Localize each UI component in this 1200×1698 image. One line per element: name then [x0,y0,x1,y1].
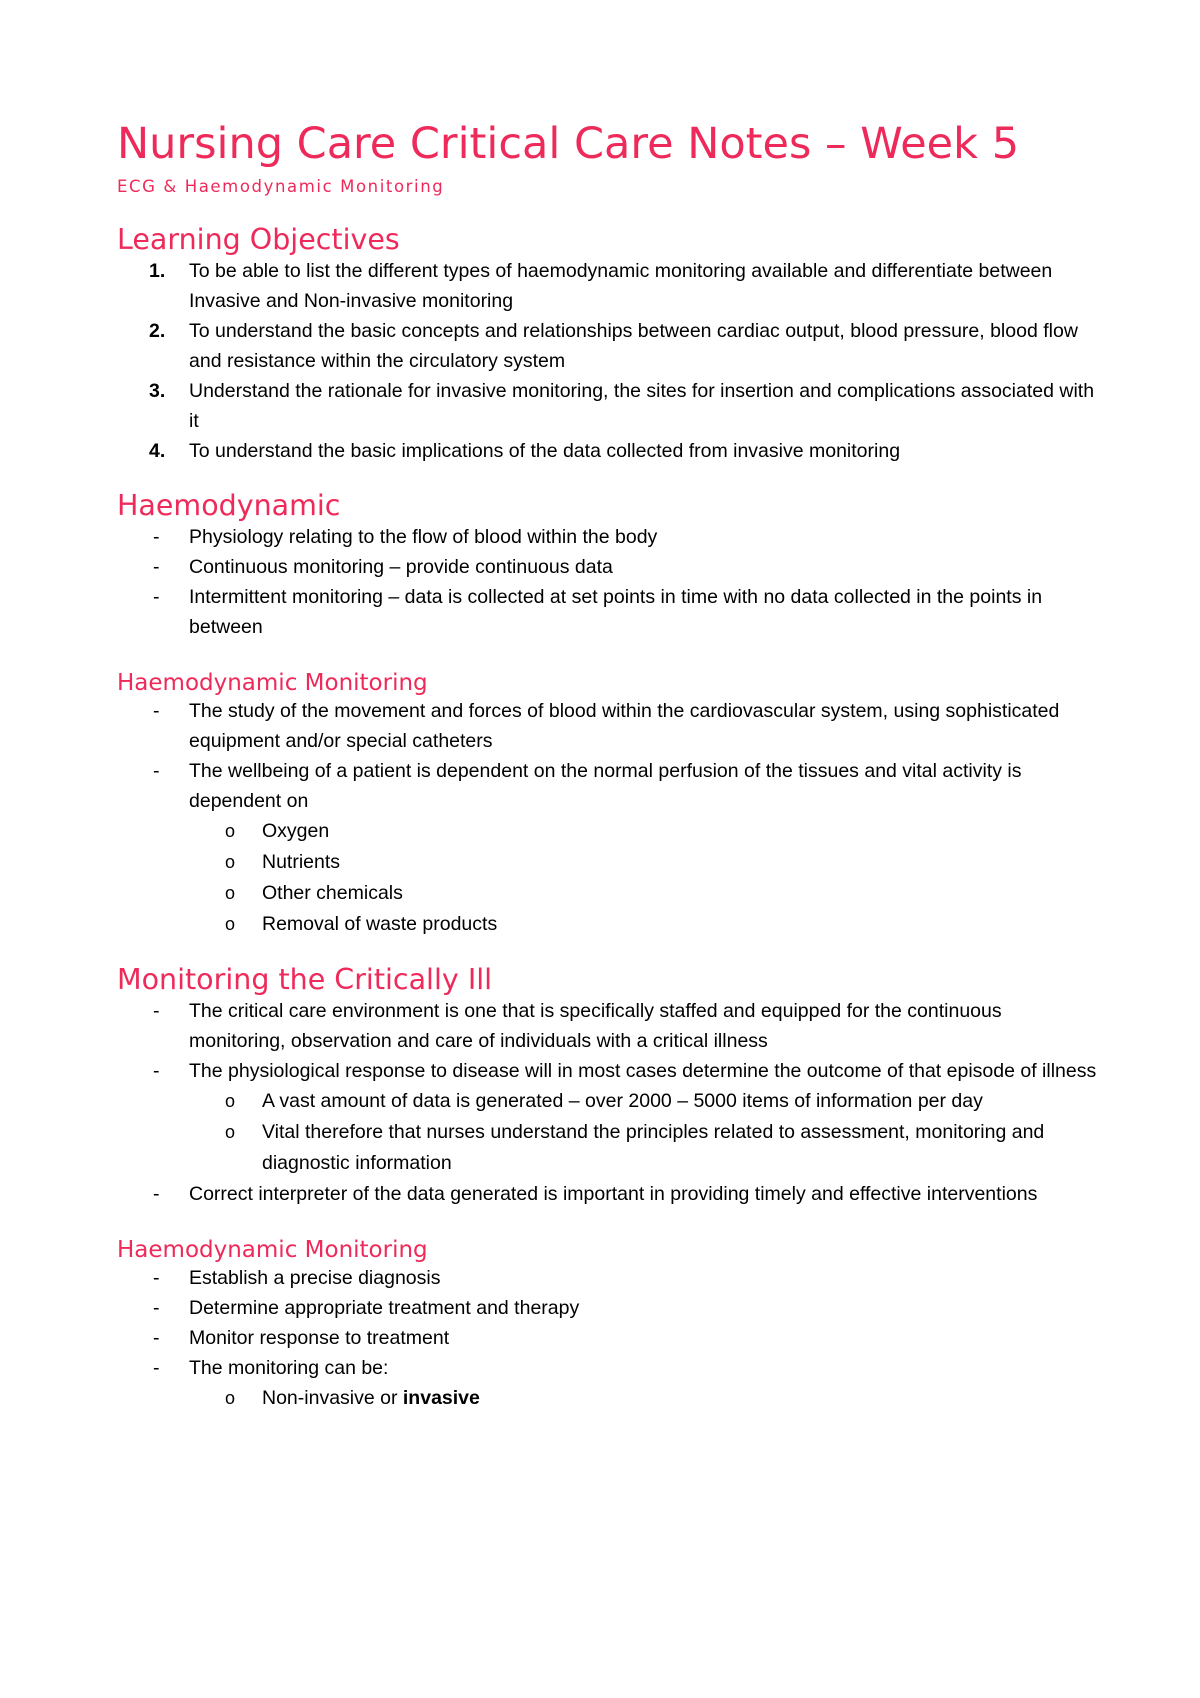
dash-bullet: - [153,556,160,578]
list-item [117,696,1097,756]
circle-bullet: o [225,852,236,872]
heading-haemodynamic-monitoring: Haemodynamic Monitoring [117,670,428,696]
list-item-text: Continuous monitoring – provide continuous data [189,556,613,578]
list-item [117,436,1097,466]
list-item-text: Establish a precise diagnosis [189,1267,441,1289]
document-title: Nursing Care Critical Care Notes – Week 5 [117,119,1020,169]
dash-bullet: - [153,586,160,608]
list-item-text: The monitoring can be: [189,1357,389,1379]
monitoring-list [117,696,1097,940]
list-item [117,1263,1097,1293]
list-item-text: To understand the basic concepts and relationships between cardiac output, blood pressure, blood flow and resistance within the circulatory system [189,320,1078,372]
circle-bullet: o [225,914,236,934]
list-item [117,522,1097,552]
dash-bullet: - [153,1183,160,1205]
heading-haemodynamic-monitoring-2: Haemodynamic Monitoring [117,1237,428,1263]
list-item [117,996,1097,1056]
list-item-text: Correct interpreter of the data generated is important in providing timely and effective interventions [189,1183,1038,1205]
list-number: 3. [149,380,166,402]
sub-list-item [117,847,1097,878]
circle-bullet: o [225,883,236,903]
bold-term: invasive [402,1387,480,1409]
list-item [117,376,1097,436]
list-item [117,552,1097,582]
critically-ill-list [117,996,1097,1209]
sub-item-text: Other chemicals [262,882,403,904]
sub-list-item [117,816,1097,847]
dash-bullet: - [153,700,160,722]
list-item-text: Understand the rationale for invasive monitoring, the sites for insertion and complications associated with it [189,380,1095,432]
monitoring-list-2 [117,1263,1097,1414]
list-number: 2. [149,320,166,342]
sub-item-text: Removal of waste products [262,913,498,935]
sub-item-text: Oxygen [262,820,330,842]
dash-bullet: - [153,1267,160,1289]
dash-bullet: - [153,1060,160,1082]
circle-bullet: o [225,821,236,841]
list-item-text: To be able to list the different types of haemodynamic monitoring available and differentiate between Invasive and Non-invasive monitoring [189,260,1053,312]
dash-bullet: - [153,1357,160,1379]
heading-learning-objectives: Learning Objectives [117,223,400,256]
circle-bullet: o [225,1388,236,1408]
dash-bullet: - [153,1327,160,1349]
list-item [117,1353,1097,1383]
list-item-text: Intermittent monitoring – data is collected at set points in time with no data collected in the points in between [189,586,1043,638]
dash-bullet: - [153,760,160,782]
document-content [117,118,1097,1414]
list-item [117,316,1097,376]
list-item-text: The wellbeing of a patient is dependent on the normal perfusion of the tissues and vital activity is dependent on [189,760,1022,812]
list-item-text: The study of the movement and forces of blood within the cardiovascular system, using sophisticated equipment and/or special catheters [189,700,1060,752]
document-subtitle: ECG & Haemodynamic Monitoring [117,177,445,196]
objectives-list [117,256,1097,466]
list-item-text: Monitor response to treatment [189,1327,450,1349]
sub-list-item [117,1383,1097,1414]
list-item-text: To understand the basic implications of the data collected from invasive monitoring [189,440,901,462]
sub-item-text: A vast amount of data is generated – over 2000 – 5000 items of information per day [262,1090,983,1112]
list-item [117,1179,1097,1209]
list-number: 4. [149,440,166,462]
dash-bullet: - [153,1000,160,1022]
heading-monitoring-critically-ill: Monitoring the Critically Ill [117,963,493,996]
circle-bullet: o [225,1122,236,1142]
haemodynamic-list [117,522,1097,642]
list-number: 1. [149,260,166,282]
list-item [117,1056,1097,1086]
list-item [117,756,1097,816]
sub-list-item [117,878,1097,909]
circle-bullet: o [225,1091,236,1111]
list-item [117,582,1097,642]
dash-bullet: - [153,526,160,548]
sub-list-item [117,1117,1097,1179]
sub-item-text: Vital therefore that nurses understand the principles related to assessment, monitoring and diagnostic information [262,1121,1045,1174]
sub-item-text: Nutrients [262,851,341,873]
sub-list-item [117,1086,1097,1117]
list-item-text: The physiological response to disease will in most cases determine the outcome of that episode of illness [189,1060,1097,1082]
list-item [117,1323,1097,1353]
list-item [117,256,1097,316]
list-item-text: Determine appropriate treatment and therapy [189,1297,580,1319]
heading-haemodynamic: Haemodynamic [117,489,341,522]
list-item-text: Physiology relating to the flow of blood within the body [189,526,658,548]
sub-item-text: Non-invasive or [262,1387,403,1409]
list-item-text: The critical care environment is one that is specifically staffed and equipped for the continuous monitoring, observation and care of individuals with a critical illness [189,1000,1002,1052]
list-item [117,1293,1097,1323]
dash-bullet: - [153,1297,160,1319]
sub-list-item [117,909,1097,940]
